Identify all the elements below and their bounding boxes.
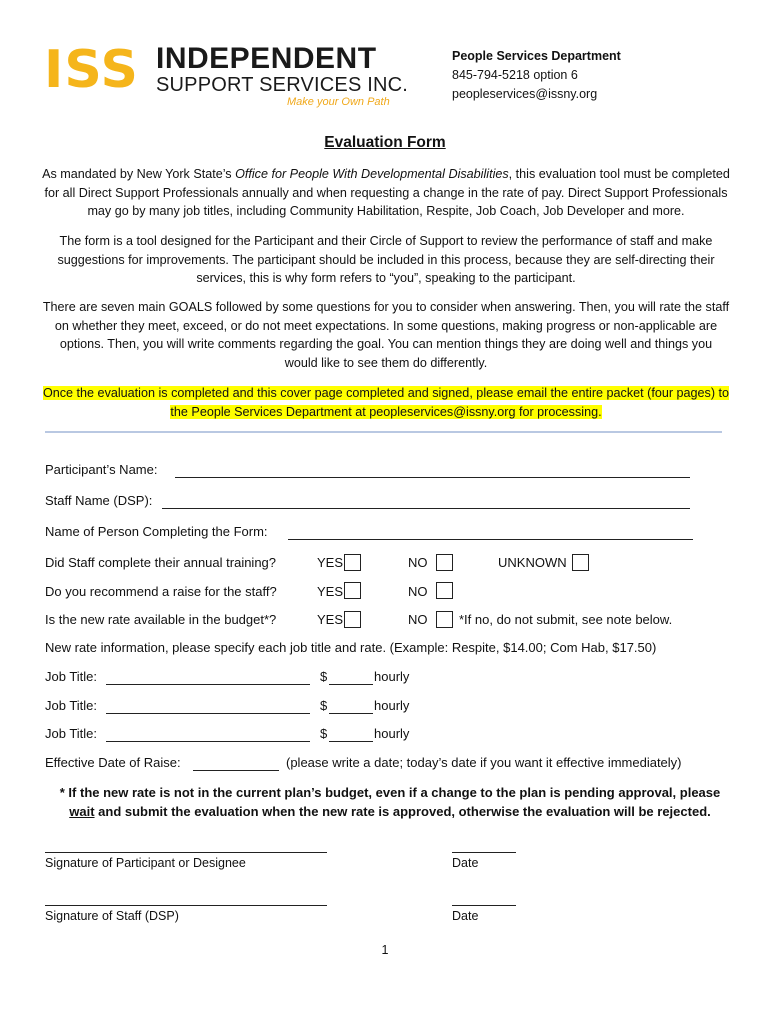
budget-note: *If no, do not submit, see note below.	[459, 612, 673, 627]
company-logo	[44, 40, 409, 110]
staff-date-label: Date	[452, 909, 479, 923]
contact-block	[452, 47, 621, 104]
raise-no-label: NO	[408, 584, 428, 599]
participant-signature-line[interactable]	[45, 852, 327, 853]
rate-line-1[interactable]	[329, 684, 373, 685]
participant-signature-label: Signature of Participant or Designee	[45, 856, 246, 870]
rate-unit-1: hourly	[374, 669, 410, 684]
participant-date-label: Date	[452, 856, 479, 870]
effective-date-line[interactable]	[193, 770, 279, 771]
page-number: 1	[381, 943, 389, 957]
budget-no-checkbox[interactable]	[436, 611, 453, 628]
participant-name-line[interactable]	[175, 477, 690, 478]
training-unknown-checkbox[interactable]	[572, 554, 589, 571]
job-title-line-2[interactable]	[106, 713, 310, 714]
completer-name-line[interactable]	[288, 539, 693, 540]
intro-paragraph-3: There are seven main GOALS followed by some questions for you to consider when answering. Then, you will rate the staff on whether they meet, exceed, or do not meet expectations. In some questions, making progress or non-applicable are options. Then, you will write comments regarding the goal. You can mention things they are doing well and things you would like to see them do differently.	[42, 300, 730, 370]
intro-paragraph-1: As mandated by New York State’s Office for People With Developmental Disabilities, this evaluation tool must be completed for all Direct Support Professionals annually and when requesting a change in the rate of pay. Direct Support Professionals may go by many job titles, including Community Habilitation, Respite, Job Coach, Job Developer and more.	[42, 167, 730, 219]
training-yes-label: YES	[317, 555, 344, 570]
raise-yes-label: YES	[317, 584, 344, 599]
training-yes-checkbox[interactable]	[344, 554, 361, 571]
department-name: People Services Department	[452, 49, 621, 63]
section-divider	[45, 431, 722, 433]
rate-unit-3: hourly	[374, 726, 410, 741]
logo-company-name-line2: SUPPORT SERVICES INC.	[156, 74, 409, 96]
rate-unit-2: hourly	[374, 698, 410, 713]
budget-yes-label: YES	[317, 612, 344, 627]
submission-instructions: Once the evaluation is completed and this cover page completed and signed, please email the entire packet (four pages) to the People Services Department at peopleservices@issny.org for processing.	[42, 386, 730, 419]
question-training-label: Did Staff complete their annual training?	[45, 555, 277, 570]
training-no-checkbox[interactable]	[436, 554, 453, 571]
logo-tagline: Make your Own Path	[287, 96, 390, 108]
logo-company-name-line1: INDEPENDENT	[156, 42, 377, 75]
rate-dollar-3: $	[320, 726, 328, 741]
budget-yes-checkbox[interactable]	[344, 611, 361, 628]
participant-date-line[interactable]	[452, 852, 516, 853]
question-raise-label: Do you recommend a raise for the staff?	[45, 584, 277, 599]
rate-dollar-2: $	[320, 698, 328, 713]
contact-phone: 845-794-5218 option 6	[452, 68, 578, 82]
job-title-label-2: Job Title:	[45, 698, 98, 713]
raise-no-checkbox[interactable]	[436, 582, 453, 599]
question-budget-label: Is the new rate available in the budget*?	[45, 612, 277, 627]
rate-line-3[interactable]	[329, 741, 373, 742]
effective-date-label: Effective Date of Raise:	[45, 755, 181, 770]
staff-name-line[interactable]	[162, 508, 690, 509]
job-title-label-3: Job Title:	[45, 726, 98, 741]
budget-warning	[40, 783, 740, 821]
form-title: Evaluation Form	[324, 134, 446, 151]
budget-warning-line1: * If the new rate is not in the current plan’s budget, even if a change to the plan is pending approval, please	[59, 785, 721, 800]
training-no-label: NO	[408, 555, 428, 570]
rate-line-2[interactable]	[329, 713, 373, 714]
training-unknown-label: UNKNOWN	[498, 555, 567, 570]
job-title-line-1[interactable]	[106, 684, 310, 685]
rate-dollar-1: $	[320, 669, 328, 684]
budget-no-label: NO	[408, 612, 428, 627]
staff-signature-line[interactable]	[45, 905, 327, 906]
job-title-label-1: Job Title:	[45, 669, 98, 684]
staff-signature-label: Signature of Staff (DSP)	[45, 909, 179, 923]
budget-warning-line2: wait and submit the evaluation when the new rate is approved, otherwise the evaluation will be rejected.	[69, 804, 711, 819]
intro-paragraph-2: The form is a tool designed for the Participant and their Circle of Support to review the performance of staff and make suggestions for improvements. The participant should be included in this process, because they are self-directing their services, this is why form refers to “you”, speaking to the participant.	[57, 234, 715, 286]
staff-name-label: Staff Name (DSP):	[45, 493, 153, 508]
job-title-line-3[interactable]	[106, 741, 310, 742]
staff-date-line[interactable]	[452, 905, 516, 906]
completer-name-label: Name of Person Completing the Form:	[45, 524, 268, 539]
participant-name-label: Participant’s Name:	[45, 462, 158, 477]
contact-email: peopleservices@issny.org	[452, 87, 598, 101]
rate-info-instructions: New rate information, please specify each job title and rate. (Example: Respite, $14.00; Com Hab, $17.50)	[45, 640, 657, 655]
raise-yes-checkbox[interactable]	[344, 582, 361, 599]
effective-date-hint: (please write a date; today’s date if you want it effective immediately)	[286, 755, 682, 770]
logo-iss-letters: ISS	[44, 40, 139, 100]
